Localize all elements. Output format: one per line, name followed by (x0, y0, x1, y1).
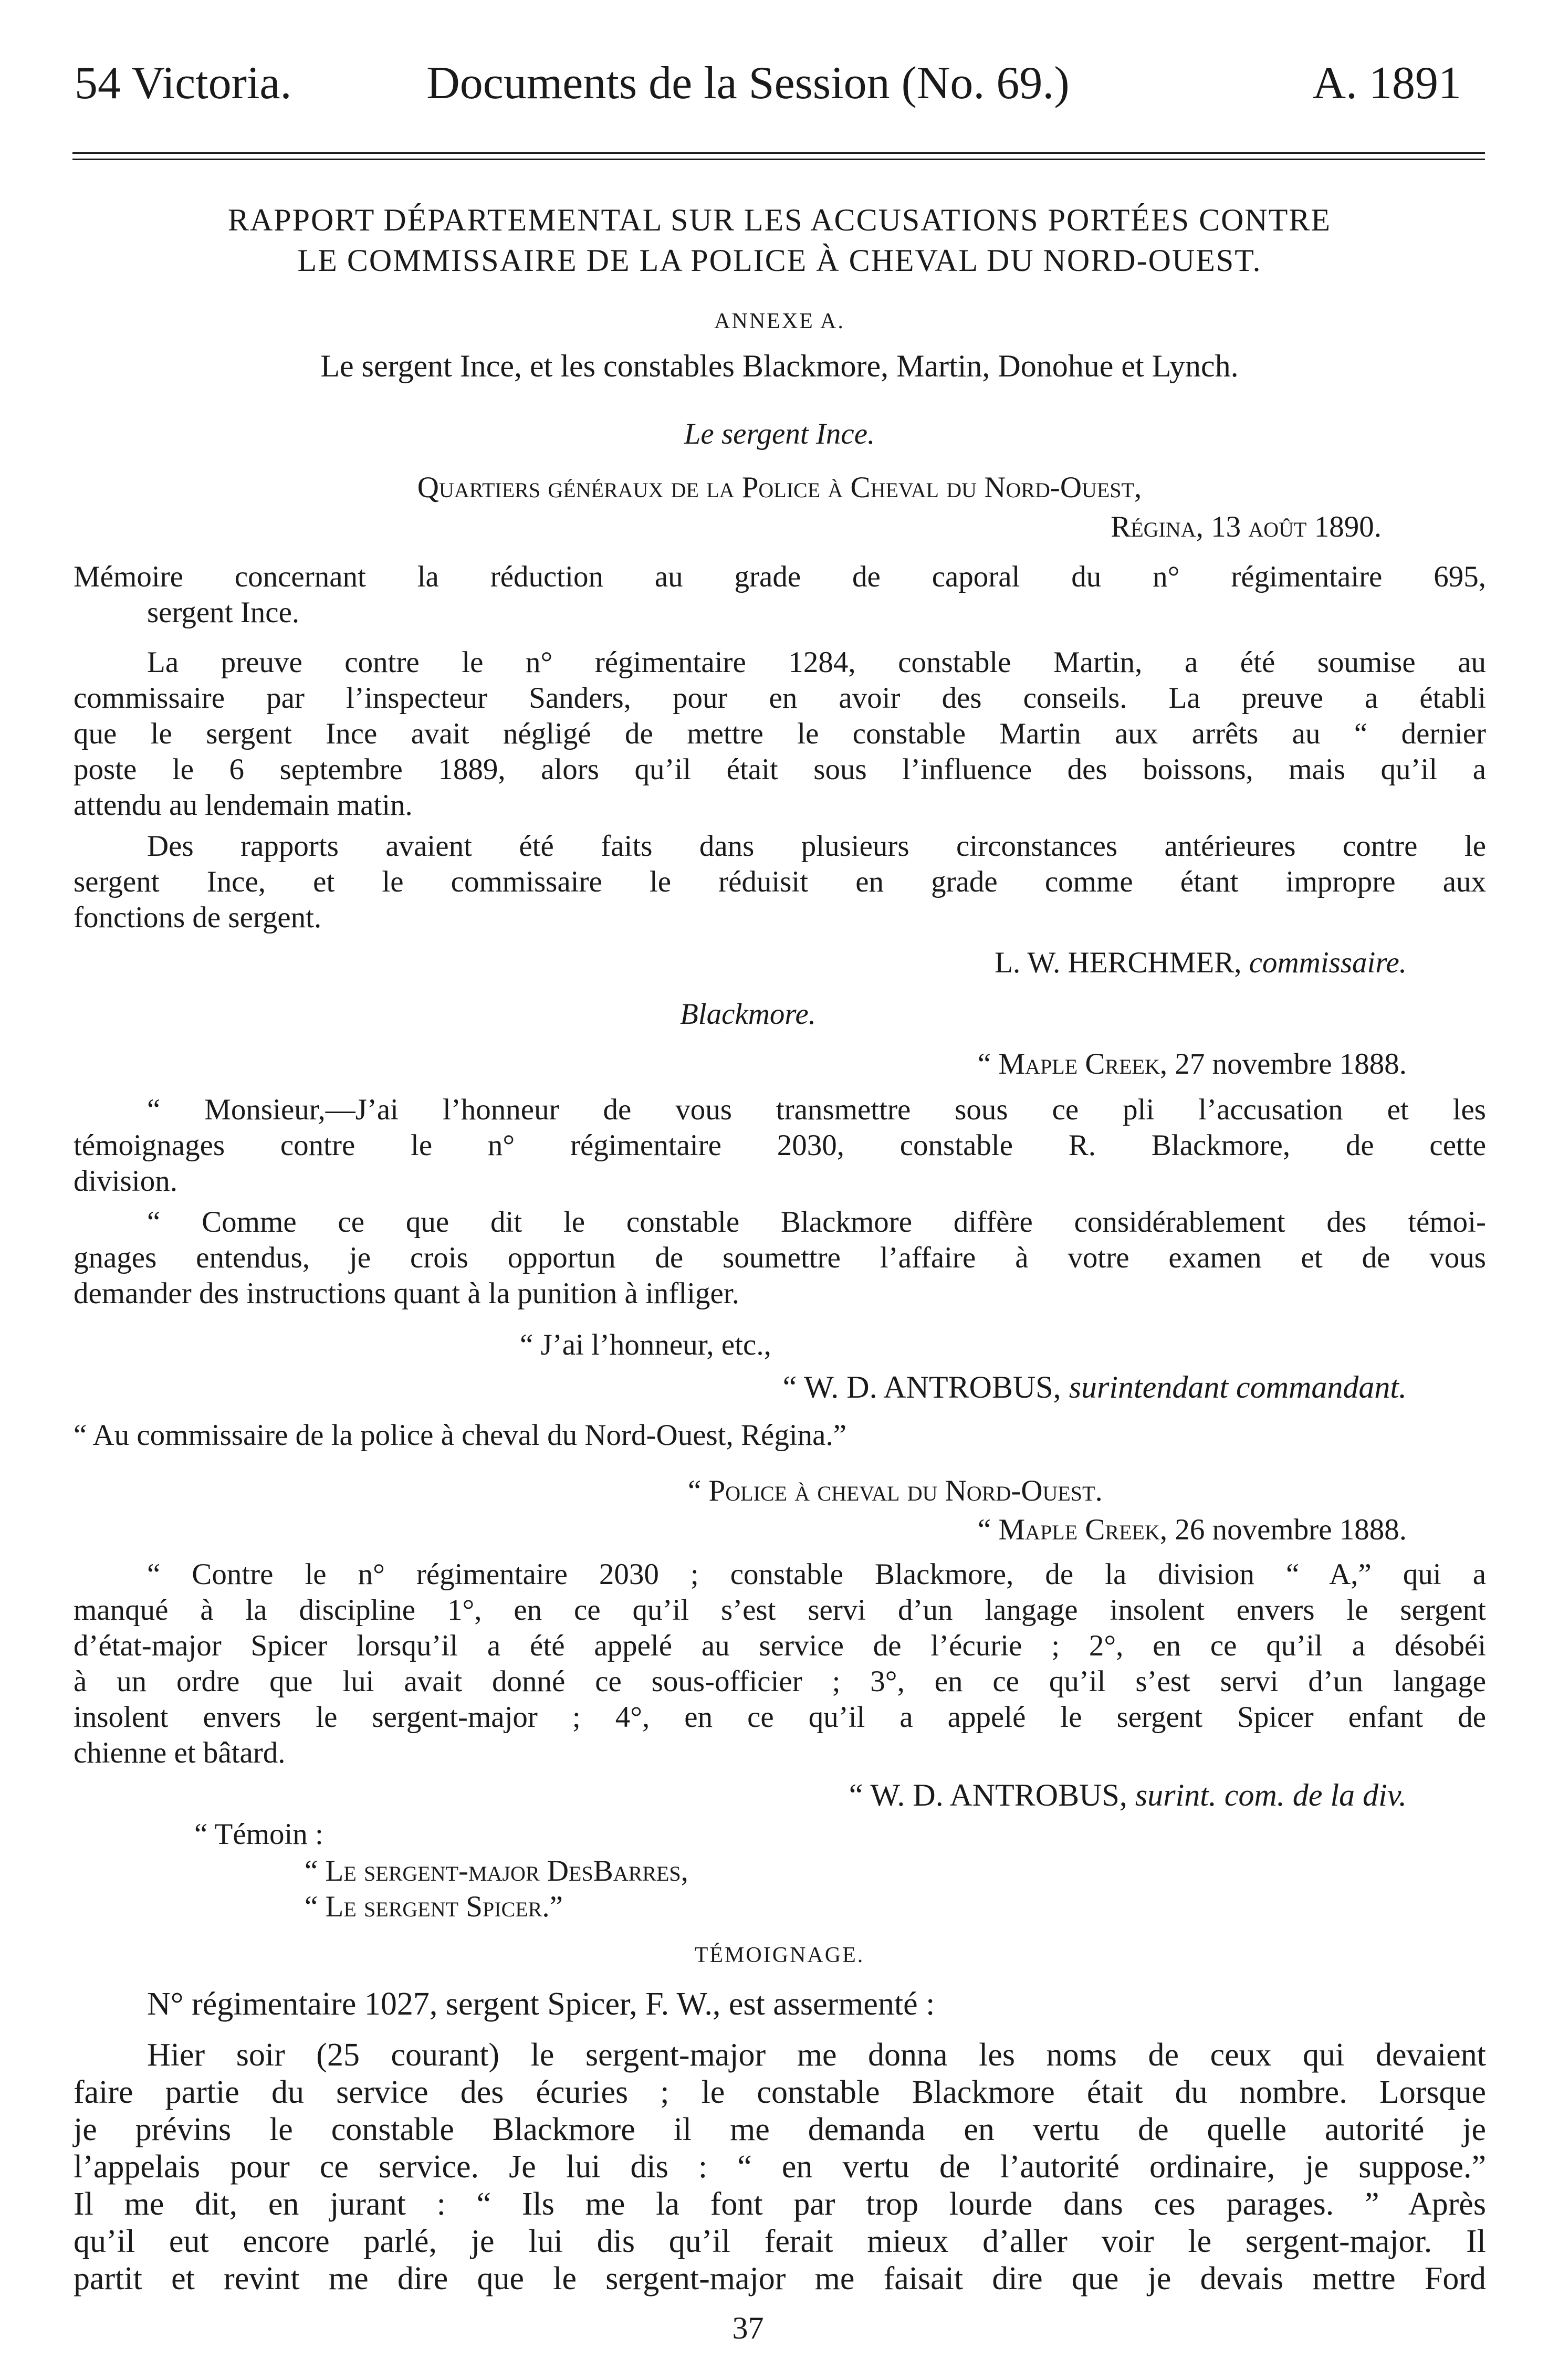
ince-p1-line: que le sergent Ince avait négligé de mettre le constable Martin aux arrêts au “ dernier (74, 717, 1486, 750)
sworn-statement: N° régimentaire 1027, sergent Spicer, F. W., est assermenté : (147, 1986, 935, 2022)
testimony-line: l’appelais pour ce service. Je lui dis : “ en vertu de l’autorité ordinaire, je suppose.” (74, 2149, 1486, 2185)
letter2-p1-line: chienne et bâtard. (74, 1736, 286, 1769)
letter2-p1-line: manqué à la discipline 1°, en ce qu’il s’est servi d’un langage insolent envers le sergent (74, 1593, 1486, 1627)
memo-line-2: sergent Ince. (147, 596, 300, 629)
testimony-line: qu’il eut encore parlé, je lui dis qu’il ferait mieux d’aller voir le sergent-major. Il (74, 2224, 1486, 2259)
section-heading-blackmore: Blackmore. (679, 998, 817, 1031)
header-center: Documents de la Session (No. 69.) (426, 58, 1070, 109)
testimony-line: Hier soir (25 courant) le sergent-major me donna les noms de ceux qui devaient (147, 2037, 1486, 2073)
annexe-subtitle: Le sergent Ince, et les constables Blackmore, Martin, Donohue et Lynch. (320, 349, 1239, 383)
letter1-place: “ Maple Creek, (977, 1047, 1168, 1081)
ince-p1-line: attendu au lendemain matin. (74, 789, 413, 822)
letter2-place: “ Maple Creek, (977, 1513, 1168, 1546)
ince-signature (995, 945, 1407, 981)
testimony-line: faire partie du service des écuries ; le constable Blackmore était du nombre. Lorsque (74, 2074, 1486, 2110)
page-number: 37 (732, 2311, 764, 2345)
ince-p1-line: commissaire par l’inspecteur Sanders, pour en avoir des conseils. La preuve a établi (74, 682, 1486, 715)
witness-label: “ Témoin : (194, 1818, 323, 1851)
witness-1: “ Le sergent-major DesBarres, (305, 1854, 688, 1888)
letter2-header: “ Police à cheval du Nord-Ouest. (688, 1474, 1103, 1507)
letter1-place-date (978, 1046, 1407, 1082)
ince-signature-name: L. W. HERCHMER, (995, 946, 1242, 979)
letter1-closing: “ J’ai l’honneur, etc., (520, 1328, 771, 1361)
letter1-p1-line: “ Monsieur,—J’ai l’honneur de vous transmettre sous ce pli l’accusation et les (147, 1093, 1486, 1126)
ince-address: Quartiers généraux de la Police à Cheval du Nord-Ouest, (417, 471, 1142, 504)
letter1-p1-line: témoignages contre le n° régimentaire 2030, constable R. Blackmore, de cette (74, 1129, 1486, 1162)
letter2-p1-line: à un ordre que lui avait donné ce sous-officier ; 3°, en ce qu’il s’est servi d’un langage (74, 1665, 1486, 1698)
header-left: 54 Victoria. (75, 58, 292, 109)
ince-place-date (1111, 509, 1382, 545)
witness-2: “ Le sergent Spicer.” (305, 1890, 563, 1923)
letter2-p1-line: insolent envers le sergent-major ; 4°, en ce qu’il a appelé le sergent Spicer enfant de (74, 1701, 1486, 1734)
ince-signature-title: commissaire. (1249, 946, 1407, 979)
annexe-heading: ANNEXE A. (714, 309, 845, 333)
letter1-p2-line: demander des instructions quant à la punition à infliger. (74, 1277, 739, 1310)
letter2-p1-line: d’état-major Spicer lorsqu’il a été appelé au service de l’écurie ; 2°, en ce qu’il a désobéi (74, 1629, 1486, 1662)
ince-p2-line: Des rapports avaient été faits dans plusieurs circonstances antérieures contre le (147, 830, 1486, 863)
letter1-sig-name: “ W. D. ANTROBUS, (782, 1370, 1061, 1404)
letter1-date: 27 novembre 1888. (1175, 1047, 1407, 1081)
ince-place-date-text: Régina, 13 août 1890. (1111, 510, 1382, 543)
testimony-line: je prévins le constable Blackmore il me demanda en vertu de quelle autorité je (74, 2112, 1486, 2147)
section-heading-ince: Le sergent Ince. (684, 417, 875, 450)
letter2-place-date (978, 1512, 1407, 1548)
ince-p1-line: poste le 6 septembre 1889, alors qu’il était sous l’influence des boissons, mais qu’il a (74, 753, 1486, 786)
letter1-signature (783, 1369, 1407, 1405)
letter1-recipient: “ Au commissaire de la police à cheval du Nord-Ouest, Régina.” (74, 1419, 847, 1452)
ince-p2-line: sergent Ince, et le commissaire le réduisit en grade comme étant impropre aux (74, 865, 1486, 898)
letter1-p1-line: division. (74, 1165, 177, 1198)
ince-p2-line: fonctions de sergent. (74, 901, 322, 934)
report-title-line2: LE COMMISSAIRE DE LA POLICE À CHEVAL DU NORD-OUEST. (297, 243, 1262, 278)
ince-p1-line: La preuve contre le n° régimentaire 1284, constable Martin, a été soumise au (147, 646, 1486, 679)
letter2-signature (849, 1777, 1407, 1813)
header-right: A. 1891 (1312, 58, 1461, 109)
letter1-p2-line: gnages entendus, je crois opportun de soumettre l’affaire à votre examen et de vous (74, 1241, 1486, 1274)
letter1-sig-title: surintendant commandant. (1069, 1370, 1407, 1404)
letter2-sig-title: surint. com. de la div. (1135, 1778, 1407, 1812)
letter2-date: 26 novembre 1888. (1175, 1513, 1407, 1546)
testimony-line: partit et revint me dire que le sergent-major me faisait dire que je devais mettre Ford (74, 2261, 1486, 2297)
testimony-line: Il me dit, en jurant : “ Ils me la font par trop lourde dans ces parages. ” Après (74, 2186, 1486, 2222)
report-title-line1: RAPPORT DÉPARTEMENTAL SUR LES ACCUSATIONS PORTÉES CONTRE (227, 203, 1332, 237)
memo-line-1: Mémoire concernant la réduction au grade de caporal du n° régimentaire 695, (74, 560, 1486, 593)
letter2-sig-name: “ W. D. ANTROBUS, (849, 1778, 1127, 1812)
letter2-p1-line: “ Contre le n° régimentaire 2030 ; constable Blackmore, de la division “ A,” qui a (147, 1558, 1486, 1591)
header-rule-top (72, 152, 1485, 154)
header-rule-bottom (72, 159, 1485, 160)
letter1-p2-line: “ Comme ce que dit le constable Blackmore diffère considérablement des témoi- (147, 1205, 1486, 1239)
temoignage-heading: TÉMOIGNAGE. (694, 1943, 865, 1967)
